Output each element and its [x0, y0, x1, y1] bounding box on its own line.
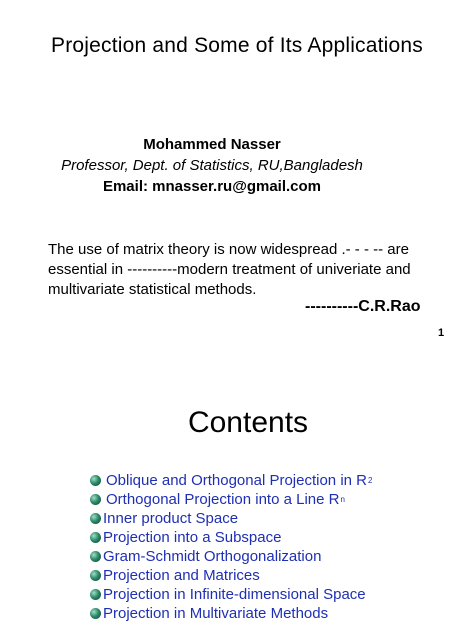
author-affiliation: Professor, Dept. of Statistics, RU,Bangladesh [61, 157, 363, 174]
bullet-icon [90, 513, 101, 524]
contents-item[interactable] [90, 509, 372, 528]
author-name: Mohammed Nasser [143, 136, 281, 153]
quote-author: ----------C.R.Rao [305, 298, 421, 315]
contents-item-label: Projection and Matrices [103, 567, 260, 584]
contents-item[interactable] [90, 528, 372, 547]
bullet-icon [90, 608, 101, 619]
contents-item-label: Projection in Multivariate Methods [103, 605, 329, 622]
bullet-icon [90, 551, 101, 562]
bullet-icon [90, 570, 101, 581]
slide-title: Projection and Some of Its Applications [50, 34, 423, 57]
author-block [0, 134, 424, 198]
contents-item-label: Projection into a Subspace [103, 529, 282, 546]
contents-item-label: Gram-Schmidt Orthogonalization [103, 548, 322, 565]
contents-item[interactable] [90, 585, 372, 604]
contents-title: Contents [187, 406, 309, 439]
author-email: Email: mnasser.ru@gmail.com [102, 178, 322, 195]
slide-2 [0, 380, 474, 632]
contents-item[interactable]: Orthogonal Projection into a Line R n [90, 490, 372, 509]
contents-item-label: Projection in Infinite-dimensional Space [103, 586, 366, 603]
contents-item-label: Orthogonal Projection into a Line R [106, 491, 340, 508]
bullet-icon [90, 494, 101, 505]
contents-item[interactable] [90, 566, 372, 585]
page-number: 1 [438, 327, 445, 339]
contents-item-label: Oblique and Orthogonal Projection in R [106, 472, 367, 489]
bullet-icon [90, 532, 101, 543]
contents-list [90, 471, 372, 623]
bullet-icon [90, 589, 101, 600]
quote-text: The use of matrix theory is now widespread .- - - -- are essential in ----------modern treatment of univeriate and multivariate statistical methods. [48, 241, 411, 298]
contents-item-label: Inner product Space [103, 510, 239, 527]
contents-item[interactable] [90, 547, 372, 566]
contents-item[interactable] [90, 604, 372, 623]
bullet-icon [90, 475, 101, 486]
contents-item[interactable]: Oblique and Orthogonal Projection in R 2 [90, 471, 372, 490]
